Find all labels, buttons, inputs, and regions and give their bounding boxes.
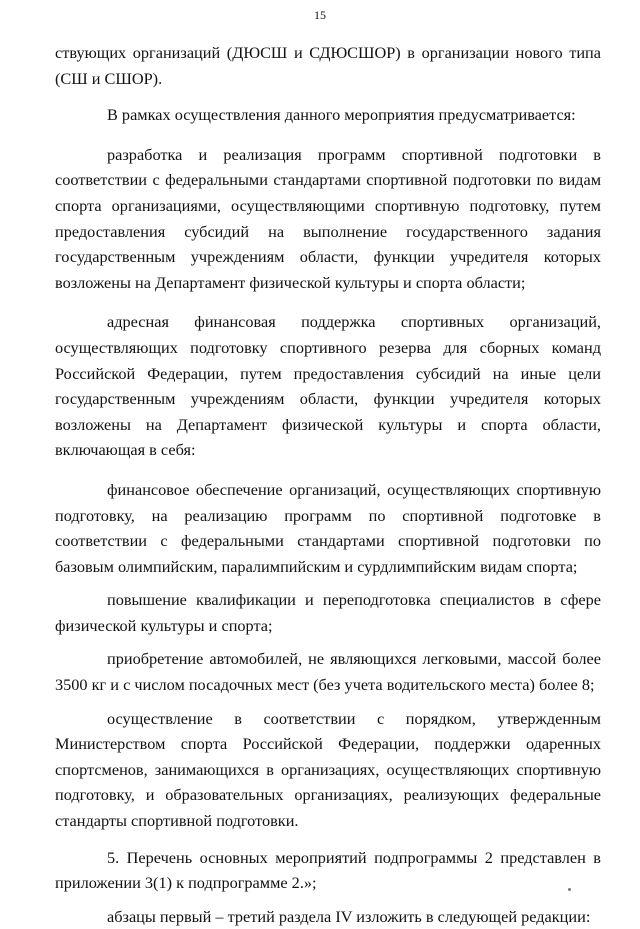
paragraph-vehicles: приобретение автомобилей, не являющихся легковыми, массой более 3500 кг и с числом посадочных мест (без учета водительского места) более 8; [55, 649, 601, 695]
paragraph-continuation: ствующих организаций (ДЮСШ и СДЮСШОР) в организации нового типа (СШ и СШОР). [55, 43, 601, 88]
paragraph-qualification: повышение квалификации и переподготовка специалистов в сфере физической культуры и спорта; [55, 590, 601, 635]
paragraph-measures-list: 5. Перечень основных мероприятий подпрограммы 2 представлен в приложении 3(1) к подпрограмме 2.»; [55, 847, 601, 893]
paragraph-financial-provision: финансовое обеспечение организаций, осуществляющих спортивную подготовку, на реализацию программ по спортивной подготовке в соответствии с федеральными стандартами спортивной подготовки по базовым олимпийским, паралимпийским и сурдлимпийским видам спорта; [55, 479, 601, 576]
paragraph-financial-support: адресная финансовая поддержка спортивных организаций, осуществляющих подготовку спортивного резерва для сборных команд Российской Федерации, путем предоставления субсидий на иные цели государственным учреждениям области, функции учредителя которых возложены на Департамент физической культуры и спорта области, включающая в себя: [55, 312, 601, 460]
paragraph-section-amendment: абзацы первый – третий раздела IV изложить в следующей редакции: [107, 906, 591, 926]
page-number: 15 [314, 8, 326, 22]
paragraph-gifted-athletes: осуществление в соответствии с порядком, утвержденным Министерством спорта Российской Федерации, поддержки одаренных спортсменов, занимающихся в организациях, осуществляющих спортивную подготовку, и образовательных организациях, реализующих федеральные стандарты спортивной подготовки. [55, 708, 601, 831]
scan-speck [568, 888, 571, 891]
paragraph-intro: В рамках осуществления данного мероприятия предусматривается: [107, 105, 576, 125]
paragraph-programs-development: разработка и реализация программ спортивной подготовки в соответствии с федеральными стандартами спортивной подготовки по видам спорта организациями, осуществляющими спортивную подготовку, путем предоставления субсидий на выполнение государственного задания государственным учреждениям области, функции учредителя которых возложены на Департамент физической культуры и спорта области; [55, 144, 601, 292]
document-body [55, 40, 601, 929]
